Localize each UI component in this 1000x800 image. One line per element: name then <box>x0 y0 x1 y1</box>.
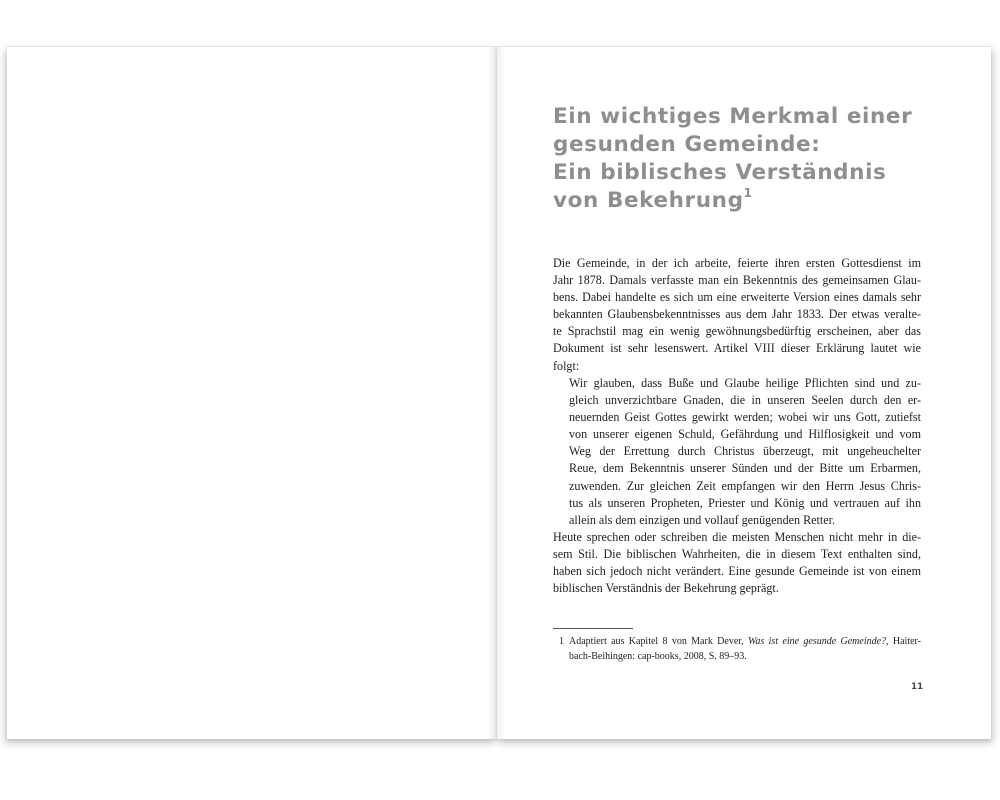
quote-line: zuwenden. Zur gleichen Zeit empfangen wir den Herrn Jesus Chris- <box>569 478 921 493</box>
footnote-line: bach-Beihingen: cap-books, 2008, S. 89–93. <box>569 651 747 662</box>
left-page <box>7 46 497 739</box>
chapter-title-text: von Bekehrung <box>553 188 744 213</box>
quote-line: Reue, dem Bekenntnis unserer Sünden und der Bitte um Erbarmen, <box>569 461 921 476</box>
footnote-marker: 1 <box>743 185 753 200</box>
chapter-title <box>553 103 933 215</box>
text-line: sem Stil. Die biblischen Wahrheiten, die in diesem Text enthalten sind, <box>553 547 921 562</box>
intro-paragraph <box>553 255 921 375</box>
text-line: bens. Dabei handelte es sich um eine erweiterte Version eines damals sehr <box>553 290 921 305</box>
quote-line: neuernden Geist Gottes gewirkt werden; wobei wir uns Gott, zutiefst <box>569 410 921 425</box>
text-line: te Sprachstil mag ein wenig gewöhnungsbedürftig erscheinen, aber das <box>553 324 921 339</box>
footnote-text: Adaptiert aus Kapitel 8 von Mark Dever, <box>569 636 749 647</box>
chapter-title-line-last <box>553 187 933 215</box>
text-line: haben sich jedoch nicht verändert. Eine gesunde Gemeinde ist von einem <box>553 564 921 579</box>
quote-line: Weg der Errettung durch Christus überzeugt, mit ungeheuchelter <box>569 444 921 459</box>
footnote-text: , Haiter- <box>886 636 921 647</box>
right-page <box>497 46 991 739</box>
page-number: 11 <box>911 682 923 692</box>
quote-line: tus als unseren Propheten, Priester und König und vertrauen auf ihn <box>569 495 921 510</box>
text-line: Dokument ist sehr lesenswert. Artikel VIII dieser Erklärung lautet wie <box>553 341 921 356</box>
footnote-book-title: Was ist eine gesunde Gemeinde? <box>748 636 887 647</box>
text-line: Heute sprechen oder schreiben die meisten Menschen nicht mehr in die- <box>553 530 921 544</box>
quote-line: von unserer eigenen Schuld, Gefährdung und Hilflosigkeit und vom <box>569 427 921 442</box>
closing-paragraph <box>553 529 921 597</box>
text-line: folgt: <box>553 358 580 373</box>
text-line: biblischen Verständnis der Bekehrung geprägt. <box>553 581 779 596</box>
quote-line: allein als dem einzigen und vollauf genügenden Retter. <box>569 512 835 527</box>
quote-line: gleich unverzichtbare Gnaden, die in unseren Seelen durch den er- <box>569 393 921 408</box>
chapter-title-line: Ein wichtiges Merkmal einer <box>553 104 913 129</box>
quote-line: Wir glauben, dass Buße und Glaube heilige Pflichten sind und zu- <box>569 376 921 390</box>
text-line: Jahr 1878. Damals verfasste man ein Bekenntnis des gemeinsamen Glau- <box>553 273 921 288</box>
text-line: Die Gemeinde, in der ich arbeite, feierte ihren ersten Gottesdienst im <box>553 256 921 270</box>
footnote <box>559 634 921 664</box>
footnote-line <box>559 634 921 649</box>
footnote-divider <box>553 628 633 629</box>
block-quote <box>569 375 921 529</box>
text-line: bekannten Glaubensbekenntnisses aus dem Jahr 1833. Der etwas veralte- <box>553 307 921 322</box>
chapter-title-line: gesunden Gemeinde: <box>553 132 821 157</box>
chapter-title-line: Ein biblisches Verständnis <box>553 160 887 185</box>
footnote-number: 1 <box>559 636 564 647</box>
